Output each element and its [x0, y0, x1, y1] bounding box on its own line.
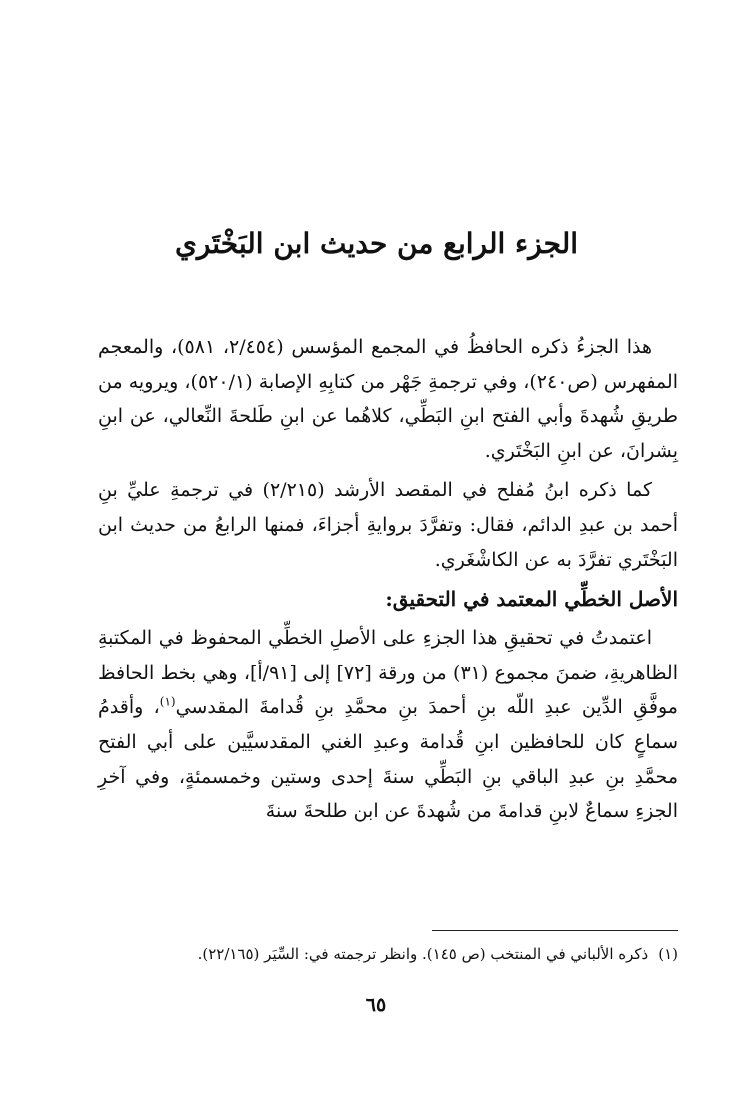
manuscript-text-end: ، وأقدمُ سماعٍ كان للحافظين ابنِ قُدامة وعبدِ الغني المقدسيَّين على أبي الفتح محمَّدِ بنِ عبدِ الباقي بنِ البَطِّي سنةَ إحدى وستين وخمسمئةٍ، وفي آخرِ الجزءِ سماعٌ لابنِ قدامةَ من شُهدةَ عن ابن طلحةَ سنةَ — [98, 696, 678, 823]
intro-paragraph: هذا الجزءُ ذكره الحافظُ في المجمع المؤسس (٢/٤٥٤، ٥٨١)، والمعجم المفهرس (ص٢٤٠)، وفي ترجمةِ جَهْر من كتابِهِ الإصابة (٥٢٠/١)، ويرويه من طريقِ شُهدةَ وأبي الفتح ابنِ البَطِّي، كلاهُما عن ابنِ طَلحةَ النِّعالي، عن ابنِ بِشرانَ، عن ابنِ البَخْتَري. — [98, 336, 678, 462]
manuscript-paragraph — [98, 621, 678, 829]
main-text — [98, 330, 678, 829]
footnote-number: (١) — [658, 945, 678, 963]
footnote-text: ذكره الألباني في المنتخب (ص ١٤٥). وانظر ترجمته في: السِّيَر (٢٢/١٦٥). — [197, 945, 649, 963]
section-heading: الأصل الخطِّي المعتمد في التحقيق: — [385, 587, 678, 612]
second-paragraph: كما ذكره ابنُ مُفلح في المقصد الأرشد (٢/٢١٥) في ترجمةِ عليِّ بنِ أحمد بن عبدِ الدائم، فقال: وتفرَّدَ بروايةِ أجزاءَ، فمنها الرابعُ من حديث ابن البَخْتَري تفرَّدَ به عن الكاشْغَري. — [98, 479, 678, 571]
footnote-divider — [432, 930, 678, 931]
footnote — [98, 942, 678, 966]
footnote-reference[interactable]: (١) — [159, 695, 176, 710]
manuscript-text-start: اعتمدتُ في تحقيقِ هذا الجزءِ على الأصلِ الخطِّي المحفوظ في المكتبةِ الظاهريةِ، ضمنَ مجموع (٣١) من ورقة [٧٢] إلى [٩١/أ]، وهي بخط الحافظ موفَّقِ الدِّين عبدِ اللّه بنِ أحمدَ بنِ محمَّدِ بنِ قُدامةَ المقدسي — [98, 627, 678, 719]
page-title: الجزء الرابع من حديث ابن البَخْتَري — [174, 227, 579, 260]
page-number: ٦٥ — [365, 994, 387, 1016]
